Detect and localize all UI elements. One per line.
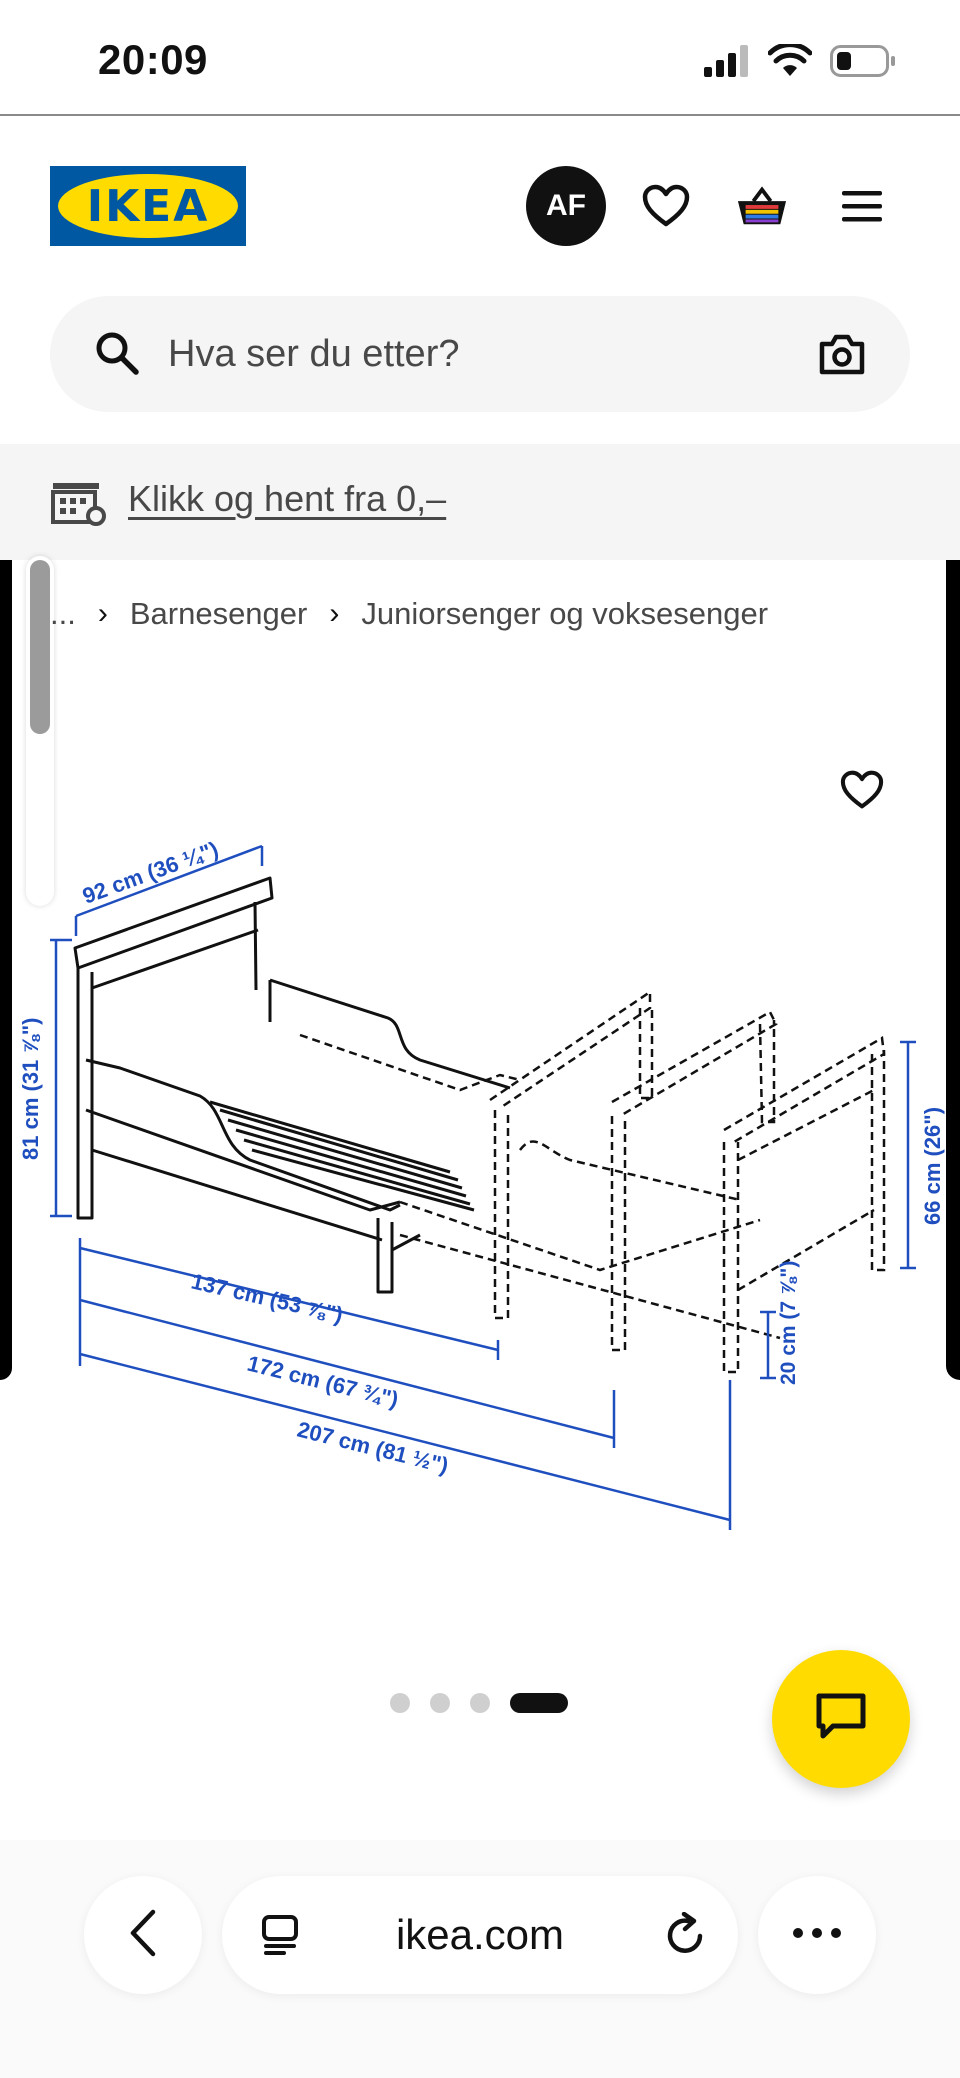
logo-text: IKEA bbox=[86, 180, 210, 232]
camera-search-icon[interactable] bbox=[818, 332, 866, 381]
shopping-basket-icon[interactable] bbox=[736, 180, 788, 232]
hamburger-menu-icon[interactable] bbox=[836, 180, 888, 232]
dim-length-2: 172 cm (67 ¾") bbox=[244, 1350, 401, 1413]
more-options-button[interactable] bbox=[758, 1876, 876, 1994]
store-pickup-icon bbox=[50, 480, 106, 531]
battery-icon bbox=[830, 45, 896, 82]
browser-toolbar bbox=[0, 1840, 960, 2078]
dim-height-left: 81 cm (31 ⅞") bbox=[18, 1017, 43, 1160]
site-header bbox=[0, 118, 960, 293]
favourites-heart-icon[interactable] bbox=[640, 180, 692, 232]
more-dots-icon bbox=[792, 1926, 842, 1944]
search-input[interactable] bbox=[168, 296, 768, 412]
chat-button[interactable] bbox=[772, 1650, 910, 1788]
product-favourite-heart-icon[interactable] bbox=[836, 764, 888, 816]
click-collect-link[interactable]: Klikk og hent fra 0,– bbox=[128, 478, 447, 519]
carousel-dot-active[interactable] bbox=[510, 1693, 568, 1713]
bed-drawing bbox=[75, 878, 510, 1292]
chevron-right-icon: › bbox=[97, 597, 108, 630]
ikea-logo[interactable] bbox=[50, 166, 246, 246]
product-image[interactable] bbox=[0, 690, 960, 1570]
carousel-dot[interactable] bbox=[390, 1693, 410, 1713]
carousel-dot[interactable] bbox=[430, 1693, 450, 1713]
chat-bubble-icon bbox=[815, 1692, 867, 1747]
reload-icon[interactable] bbox=[664, 1912, 708, 1963]
dim-height-right: 66 cm (26") bbox=[920, 1106, 945, 1225]
dim-leg-height: 20 cm (7 ⅞") bbox=[777, 1260, 800, 1385]
address-bar[interactable] bbox=[222, 1876, 738, 1994]
back-button[interactable] bbox=[84, 1876, 202, 1994]
breadcrumb-ellipsis[interactable]: ... bbox=[50, 596, 76, 631]
search-icon bbox=[94, 330, 140, 381]
url-text: ikea.com bbox=[395, 1911, 565, 1958]
chevron-left-icon bbox=[127, 1908, 159, 1963]
dim-length-3: 207 cm (81 ½") bbox=[294, 1416, 451, 1479]
status-time: 20:09 bbox=[98, 36, 208, 83]
wifi-icon bbox=[768, 44, 812, 83]
cellular-signal-icon bbox=[704, 45, 750, 82]
click-collect-banner bbox=[0, 444, 960, 560]
avatar[interactable]: AF bbox=[526, 166, 606, 246]
search-bar[interactable] bbox=[50, 296, 910, 412]
status-bar bbox=[0, 0, 960, 116]
dim-width-top: 92 cm (36 ¼") bbox=[79, 836, 222, 909]
dimension-lines bbox=[50, 846, 916, 1530]
carousel-dots bbox=[390, 1693, 568, 1713]
breadcrumb-item-juniorsenger[interactable]: Juniorsenger og voksesenger bbox=[361, 596, 769, 631]
dim-length-1: 137 cm (53 ⅞") bbox=[188, 1268, 346, 1328]
status-icons bbox=[704, 44, 896, 83]
breadcrumb-item-barnesenger[interactable]: Barnesenger bbox=[129, 596, 308, 631]
breadcrumb bbox=[50, 592, 768, 636]
carousel-dot[interactable] bbox=[470, 1693, 490, 1713]
chevron-right-icon: › bbox=[329, 597, 340, 630]
